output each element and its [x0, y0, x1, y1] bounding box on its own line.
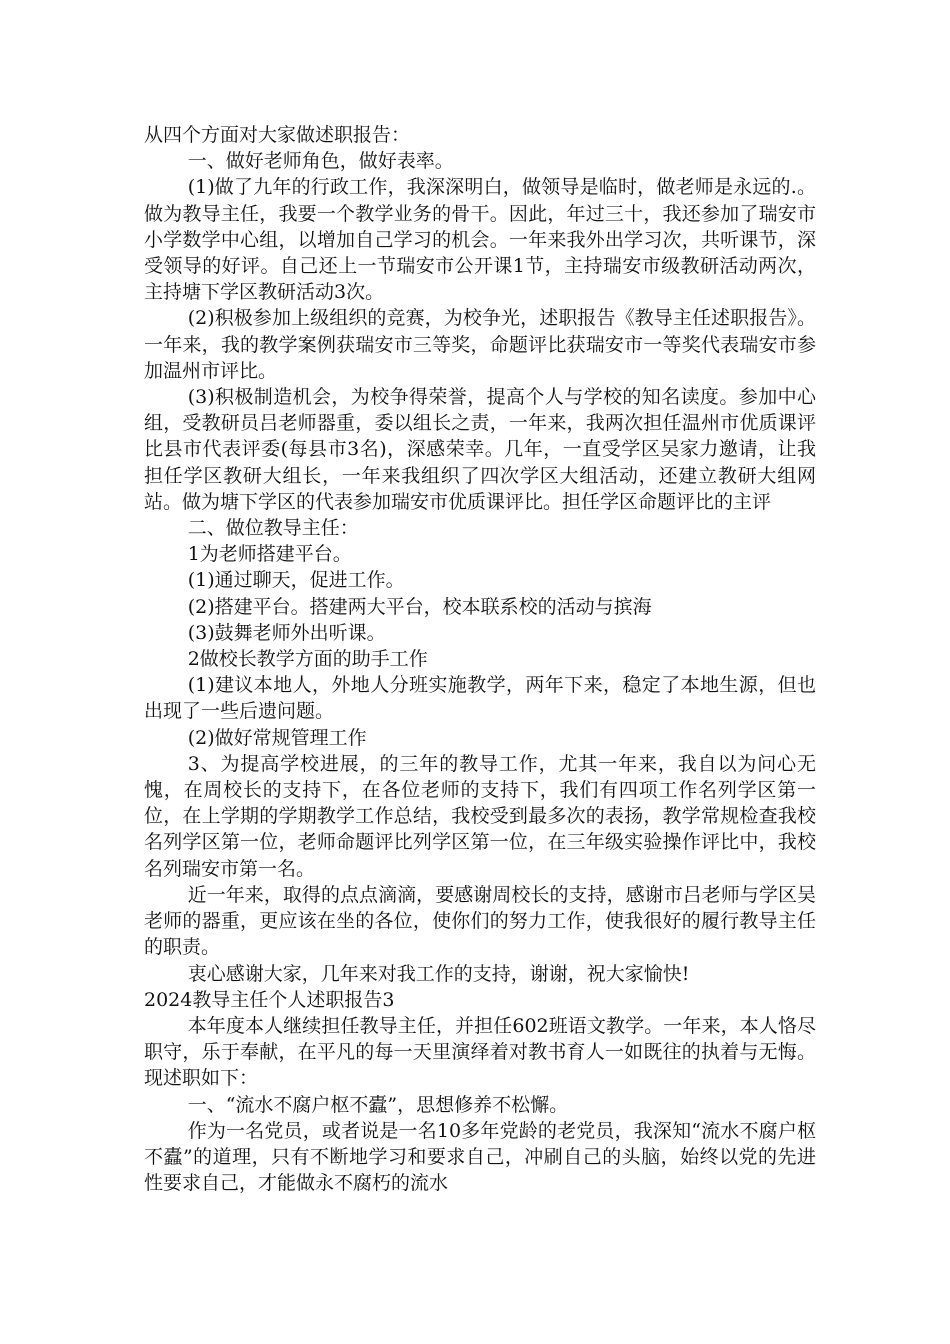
heading-section-two: 二、做位教导主任：	[187, 517, 359, 540]
list-item: (2)做好常规管理工作	[187, 726, 367, 749]
paragraph-party-member: 作为一名党员，或者说是一名10多年党龄的老党员，我深知“流水不腐户枢不蠹”的道理，只有不断地学习和要求自己，冲刷自己的头脑，始终以党的先进性要求自己，才能做永不腐朽的流水	[144, 1119, 816, 1195]
report-title: 2024教导主任个人述职报告3	[144, 988, 395, 1011]
list-item: (2)搭建平台。搭建两大平台，校本联系校的活动与摈海	[187, 595, 652, 618]
paragraph-thanks: 近一年来，取得的点点滴滴，要感谢周校长的支持，感谢市吕老师与学区吴老师的器重，更应该在坐的各位，使你们的努力工作，使我很好的履行教导主任的职责。	[144, 883, 816, 959]
subheading-platform: 1为老师搭建平台。	[187, 543, 352, 566]
heading-section-one: 一、做好老师角色，做好表率。	[187, 150, 454, 173]
paragraph-achievements: 3、为提高学校进展，的三年的教导工作，尤其一年来，我自以为问心无愧，在周校长的支持下，在各位老师的支持下，我们有四项工作名列学区第一位，在上学期的学期教学工作总结，我校受到最多次的表扬，教学常规检查我校名列学区第一位，老师命题评比列学区第一位，在三年级实验操作评比中，我校名列瑞安市第一名。	[144, 752, 816, 880]
list-item: (3)鼓舞老师外出听课。	[187, 621, 386, 644]
paragraph-item-2: (2)积极参加上级组织的竞赛，为校争光，述职报告《教导主任述职报告》。一年来，我的教学案例获瑞安市三等奖，命题评比获瑞安市一等奖代表瑞安市参加温州市评比。	[144, 307, 816, 382]
paragraph-item-3: (3)积极制造机会，为校争得荣誉，提高个人与学校的知名读度。参加中心组，受教研员吕老师器重，委以组长之责，一年来，我两次担任温州市优质课评比县市代表评委(每县市3名)，深感荣幸。几年，一直受学区吴家力邀请，让我担任学区教研大组长，一年来我组织了四次学区大组活动，还建立教研大组网站。做为塘下学区的代表参加瑞安市优质课评比。担任学区命题评比的主评	[144, 386, 816, 513]
paragraph-item-1: (1)做了九年的行政工作，我深深明白，做领导是临时，做老师是永远的.。做为教导主任，我要一个教学业务的骨干。因此，年过三十，我还参加了瑞安市小学数学中心组，以增加自己学习的机会。一年来我外出学习次，共听课节，深受领导的好评。自己还上一节瑞安市公开课1节，主持瑞安市级教研活动两次，主持塘下学区教研活动3次。	[144, 176, 816, 304]
list-item: (1)建议本地人，外地人分班实施教学，两年下来，稳定了本地生源，但也出现了一些后遗问题。	[144, 674, 816, 723]
paragraph-intro: 从四个方面对大家做述职报告：	[144, 124, 411, 146]
subheading-assistant: 2做校长教学方面的助手工作	[187, 648, 428, 671]
document-page	[144, 122, 816, 1196]
paragraph-report-intro: 本年度本人继续担任教导主任，并担任602班语文教学。一年来，本人恪尽职守，乐于奉献，在平凡的每一天里演绎着对教书育人一如既往的执着与无悔。现述职如下：	[144, 1014, 816, 1090]
heading-section-one-b: 一、“流水不腐户枢不蠹”，思想修养不松懈。	[187, 1093, 569, 1116]
paragraph-closing: 衷心感谢大家，几年来对我工作的支持，谢谢，祝大家愉快!	[187, 962, 690, 985]
list-item: (1)通过聊天，促进工作。	[187, 569, 405, 592]
